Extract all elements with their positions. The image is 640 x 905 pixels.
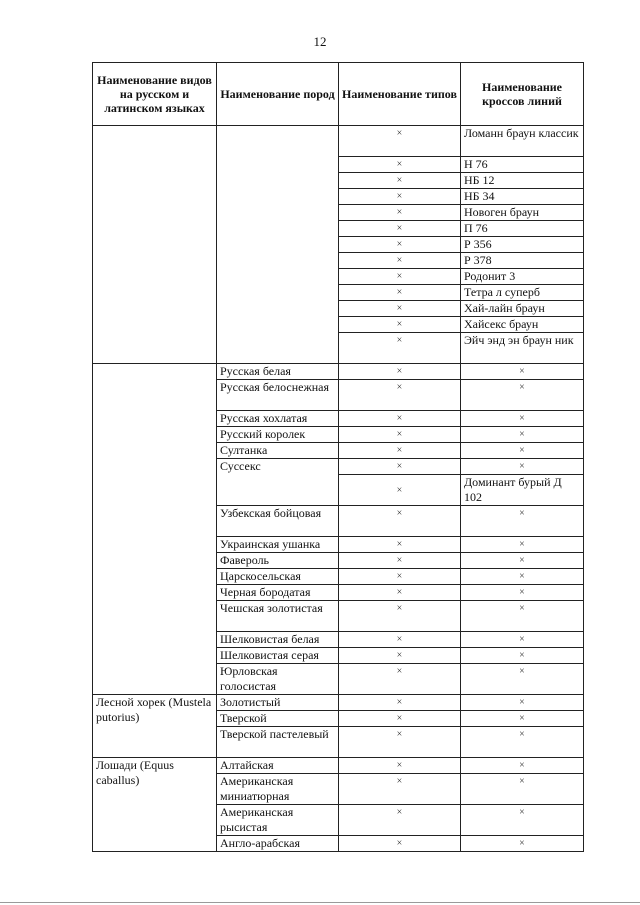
type-mark: ×: [339, 427, 461, 443]
type-mark: ×: [339, 333, 461, 364]
type-mark: ×: [339, 475, 461, 506]
type-mark: ×: [339, 126, 461, 157]
type-mark: ×: [339, 157, 461, 173]
breed-name: Англо-арабская: [217, 836, 339, 852]
cross-mark: ×: [461, 711, 584, 727]
breeds-register-table: [92, 62, 584, 852]
cross-mark: ×: [461, 836, 584, 852]
cross-name: П 76: [461, 221, 584, 237]
type-mark: ×: [339, 443, 461, 459]
type-mark: ×: [339, 269, 461, 285]
type-mark: ×: [339, 664, 461, 695]
breed-name: Русская белоснежная: [217, 380, 339, 411]
header-types: Наименование типов: [339, 63, 461, 126]
cross-mark: ×: [461, 758, 584, 774]
breed-name: Шелковистая белая: [217, 632, 339, 648]
type-mark: ×: [339, 506, 461, 537]
cross-name: Хай-лайн браун: [461, 301, 584, 317]
cross-name: НБ 12: [461, 173, 584, 189]
cross-mark: ×: [461, 569, 584, 585]
type-mark: ×: [339, 459, 461, 475]
cross-name: Р 356: [461, 237, 584, 253]
table-row: [93, 364, 584, 380]
cross-mark: ×: [461, 727, 584, 758]
type-mark: ×: [339, 648, 461, 664]
species-name: Лесной хорек (Mustela putorius): [93, 695, 217, 758]
type-mark: ×: [339, 805, 461, 836]
species-cell-continued: [93, 364, 217, 695]
table-row: [93, 126, 584, 157]
breed-name: Русская белая: [217, 364, 339, 380]
cross-mark: ×: [461, 553, 584, 569]
cross-name: НБ 34: [461, 189, 584, 205]
breed-name: Узбекская бойцовая: [217, 506, 339, 537]
breed-name: Тверской пастелевый: [217, 727, 339, 758]
species-name: Лошади (Equus caballus): [93, 758, 217, 852]
type-mark: ×: [339, 411, 461, 427]
cross-mark: ×: [461, 443, 584, 459]
table-row: [93, 695, 584, 711]
cross-mark: ×: [461, 774, 584, 805]
cross-name: Ломанн браун классик: [461, 126, 584, 157]
cross-name: Доминант бурый Д 102: [461, 475, 584, 506]
cross-mark: ×: [461, 664, 584, 695]
breed-name: Русская хохлатая: [217, 411, 339, 427]
type-mark: ×: [339, 285, 461, 301]
type-mark: ×: [339, 537, 461, 553]
type-mark: ×: [339, 727, 461, 758]
type-mark: ×: [339, 774, 461, 805]
cross-mark: ×: [461, 585, 584, 601]
breed-name: Американская рысистая: [217, 805, 339, 836]
type-mark: ×: [339, 553, 461, 569]
cross-name: Н 76: [461, 157, 584, 173]
breed-name: Юрловская голосистая: [217, 664, 339, 695]
breed-name: Украинская ушанка: [217, 537, 339, 553]
cross-mark: ×: [461, 601, 584, 632]
type-mark: ×: [339, 253, 461, 269]
type-mark: ×: [339, 632, 461, 648]
cross-mark: ×: [461, 506, 584, 537]
type-mark: ×: [339, 380, 461, 411]
table-header-row: [93, 63, 584, 126]
breed-name: Султанка: [217, 443, 339, 459]
cross-mark: ×: [461, 364, 584, 380]
breed-name: Американская миниатюрная: [217, 774, 339, 805]
header-crosses: Наименование кроссов линий: [461, 63, 584, 126]
table-row: [93, 758, 584, 774]
type-mark: ×: [339, 836, 461, 852]
cross-mark: ×: [461, 427, 584, 443]
type-mark: ×: [339, 569, 461, 585]
cross-name: Р 378: [461, 253, 584, 269]
type-mark: ×: [339, 601, 461, 632]
cross-mark: ×: [461, 411, 584, 427]
type-mark: ×: [339, 301, 461, 317]
breed-name: Чешская золотистая: [217, 601, 339, 632]
cross-name: Новоген браун: [461, 205, 584, 221]
cross-mark: ×: [461, 805, 584, 836]
type-mark: ×: [339, 758, 461, 774]
breed-name: Царскосельская: [217, 569, 339, 585]
breed-name: Алтайская: [217, 758, 339, 774]
breed-name: Шелковистая серая: [217, 648, 339, 664]
cross-mark: ×: [461, 648, 584, 664]
page-number: 12: [313, 34, 327, 49]
page-bottom-edge: [0, 902, 640, 903]
type-mark: ×: [339, 317, 461, 333]
header-species: Наименование видов на русском и латинском языках: [93, 63, 217, 126]
cross-name: Тетра л суперб: [461, 285, 584, 301]
type-mark: ×: [339, 221, 461, 237]
cross-name: Эйч энд эн браун ник: [461, 333, 584, 364]
type-mark: ×: [339, 711, 461, 727]
species-cell-continued: [93, 126, 217, 364]
breed-name: Русский королек: [217, 427, 339, 443]
type-mark: ×: [339, 585, 461, 601]
type-mark: ×: [339, 205, 461, 221]
breed-name: Фавероль: [217, 553, 339, 569]
type-mark: ×: [339, 189, 461, 205]
type-mark: ×: [339, 364, 461, 380]
breed-cell-continued: [217, 126, 339, 364]
type-mark: ×: [339, 173, 461, 189]
breed-name: Тверской: [217, 711, 339, 727]
breed-name: Черная бородатая: [217, 585, 339, 601]
cross-mark: ×: [461, 695, 584, 711]
type-mark: ×: [339, 237, 461, 253]
breed-name: Золотистый: [217, 695, 339, 711]
cross-mark: ×: [461, 632, 584, 648]
cross-name: Родонит 3: [461, 269, 584, 285]
cross-name: Хайсекс браун: [461, 317, 584, 333]
type-mark: ×: [339, 695, 461, 711]
header-breeds: Наименование пород: [217, 63, 339, 126]
breed-name: Суссекс: [217, 459, 339, 506]
cross-mark: ×: [461, 537, 584, 553]
cross-mark: ×: [461, 380, 584, 411]
cross-mark: ×: [461, 459, 584, 475]
